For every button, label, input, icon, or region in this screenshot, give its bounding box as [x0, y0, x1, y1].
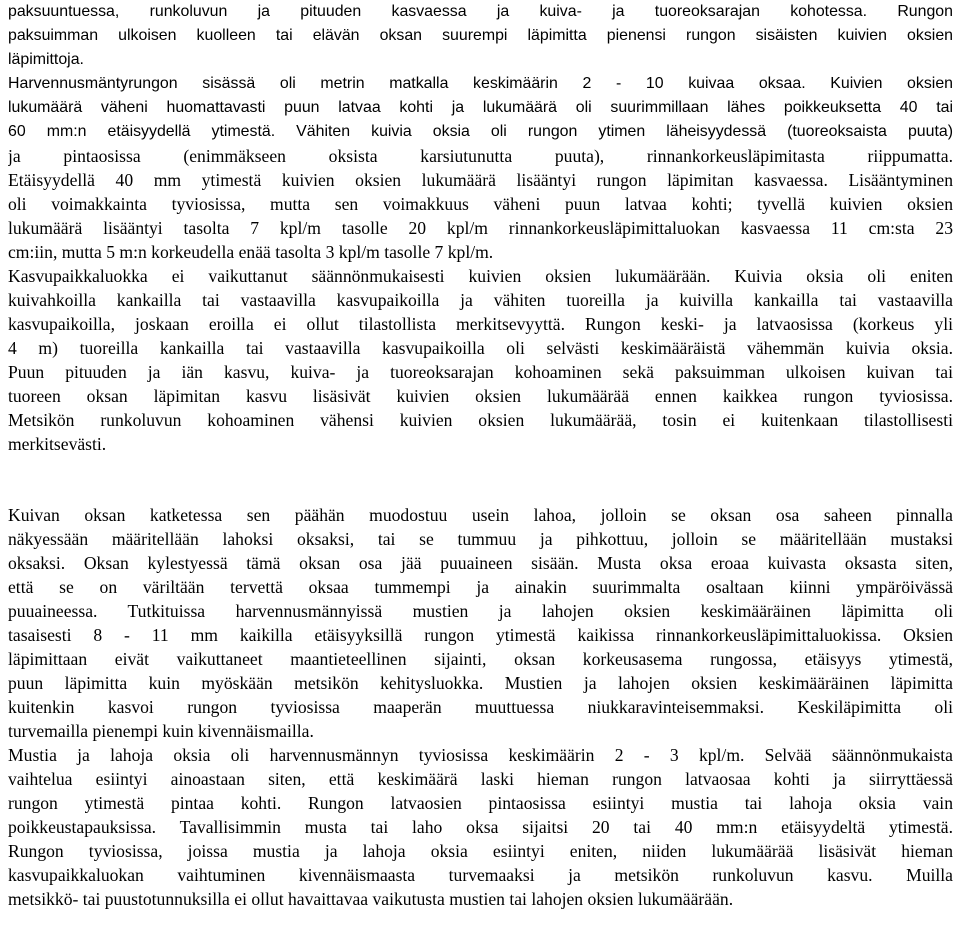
text-line: paksuimman ulkoisen kuolleen tai elävän oksan suurempi läpimitta pienensi rungon sisäisten kuivien oksien: [8, 27, 953, 44]
text-line: turvemailla pienempi kuin kivennäismailla.: [8, 721, 314, 741]
text-line: läpimittoja.: [8, 51, 84, 68]
text-line: kuitenkin kasvoi rungon tyviosissa maaperän muuttuessa niukkaravinteisemmaksi. Keskiläpimitta oli: [8, 697, 953, 717]
text-line: ja pintaosissa (enimmäkseen oksista karsiutunutta puuta), rinnankorkeusläpimitasta riippumatta.: [8, 146, 953, 166]
text-line: merkitsevästi.: [8, 434, 107, 454]
text-line: lukumäärä lisääntyi tasolta 7 kpl/m tasolle 20 kpl/m rinnankorkeusläpimittaluokan kasvaessa 11 cm:sta 23: [8, 218, 953, 238]
text-line: puun läpimitta kuin myöskään metsikön kehitysluokka. Mustien ja lahojen oksien keskimääräinen läpimitta: [8, 673, 953, 693]
text-line: oksaksi. Oksan kylestyessä tämä oksan osa jää puuaineen sisään. Musta oksa eroaa kuivasta oksasta siten,: [8, 553, 953, 573]
text-line: tasaisesti 8 - 11 mm kaikilla etäisyyksillä rungon ytimestä kaikissa rinnankorkeusläpimittaluokissa. Oksien: [8, 625, 953, 645]
text-line: kasvupaikoilla, joskaan eroilla ei ollut tilastollista merkitsevyyttä. Rungon keski- ja latvaosissa (korkeus yli: [8, 314, 953, 334]
text-line: Kasvupaikkaluokka ei vaikuttanut säännönmukaisesti kuivien oksien lukumäärään. Kuivia oksia oli eniten: [8, 266, 953, 286]
text-line: rungon ytimestä pintaa kohti. Rungon latvaosien pintaosissa esiintyi mustia tai lahoja oksia vain: [8, 793, 953, 813]
text-line: läpimittaan eivät vaikuttaneet maantieteellinen sijainti, oksan korkeusasema rungossa, etäisyys ytimestä,: [8, 649, 953, 669]
text-line: Etäisyydellä 40 mm ytimestä kuivien oksien lukumäärä lisääntyi rungon läpimitan kasvaessa. Lisääntyminen: [8, 170, 953, 190]
text-line: näkyessään määritellään lahoksi oksaksi, tai se tummuu ja pihkottuu, jolloin se määritellään mustaksi: [8, 529, 953, 549]
text-line: cm:iin, mutta 5 m:n korkeudella enää tasolta 3 kpl/m tasolle 7 kpl/m.: [8, 242, 494, 262]
text-line: Metsikön runkoluvun kohoaminen vähensi kuivien oksien lukumäärää, tosin ei kuitenkaan tilastollisesti: [8, 410, 953, 430]
text-line: että se on väriltään tervettä oksaa tummempi ja ainakin suurimmalta osaltaan kiinni ympäröivässä: [8, 577, 953, 597]
text-line: vaihtelua esiintyi ainoastaan siten, että keskimäärä laski hieman rungon latvaosaa kohti ja siirryttäessä: [8, 769, 953, 789]
text-line: Mustia ja lahoja oksia oli harvennusmännyn tyviosissa keskimäärin 2 - 3 kpl/m. Selvää säännönmukaista: [8, 745, 953, 765]
text-line: Kuivan oksan katketessa sen päähän muodostuu usein lahoa, jolloin se oksan osa saheen pinnalla: [8, 505, 953, 525]
text-line: oli voimakkainta tyviosissa, mutta sen voimakkuus väheni puun latvaa kohti; tyvellä kuivien oksien: [8, 194, 953, 214]
text-line: paksuuntuessa, runkoluvun ja pituuden kasvaessa ja kuiva- ja tuoreoksarajan kohotessa. Rungon: [8, 3, 953, 20]
text-line: poikkeustapauksissa. Tavallisimmin musta tai laho oksa sijaitsi 20 tai 40 mm:n etäisyydeltä ytimestä.: [8, 817, 953, 837]
text-line: lukumäärä väheni huomattavasti puun latvaa kohti ja lukumäärä oli suurimmillaan lähes poikkeuksetta 40 tai: [8, 99, 953, 116]
text-line: kuivahkoilla kankailla tai vastaavilla kasvupaikoilla ja vähiten tuoreilla ja kuivilla kankailla tai vastaavilla: [8, 290, 953, 310]
text-line: tuoreen oksan läpimitan kasvu lisäsivät kuivien oksien lukumäärää ennen kaikkea rungon tyviosissa.: [8, 386, 953, 406]
text-line: metsikkö- tai puustotunnuksilla ei ollut havaittavaa vaikutusta mustien tai lahojen oksien lukumäärään.: [8, 889, 734, 909]
text-line: puuaineessa. Tutkituissa harvennusmännyissä mustien ja lahojen oksien keskimääräinen läpimitta oli: [8, 601, 953, 621]
text-line: Harvennusmäntyrungon sisässä oli metrin matkalla keskimäärin 2 - 10 kuivaa oksaa. Kuivien oksien: [8, 75, 953, 92]
text-line: kasvupaikkaluokan vaihtuminen kivennäismaasta turvemaaksi ja metsikön runkoluvun kasvu. Muilla: [8, 865, 953, 885]
text-line: Puun pituuden ja iän kasvu, kuiva- ja tuoreoksarajan kohoaminen sekä paksuimman ulkoisen kuivan tai: [8, 362, 953, 382]
text-line: Rungon tyviosissa, joissa mustia ja lahoja oksia esiintyi eniten, niiden lukumäärää lisäsivät hieman: [8, 841, 953, 861]
text-line: 4 m) tuoreilla kankailla tai vastaavilla kasvupaikoilla oli selvästi keskimääräistä vähemmän kuivia oksia.: [8, 338, 953, 358]
text-line: 60 mm:n etäisyydellä ytimestä. Vähiten kuivia oksia oli rungon ytimen läheisyydessä (tuoreoksaista puuta): [8, 123, 953, 140]
